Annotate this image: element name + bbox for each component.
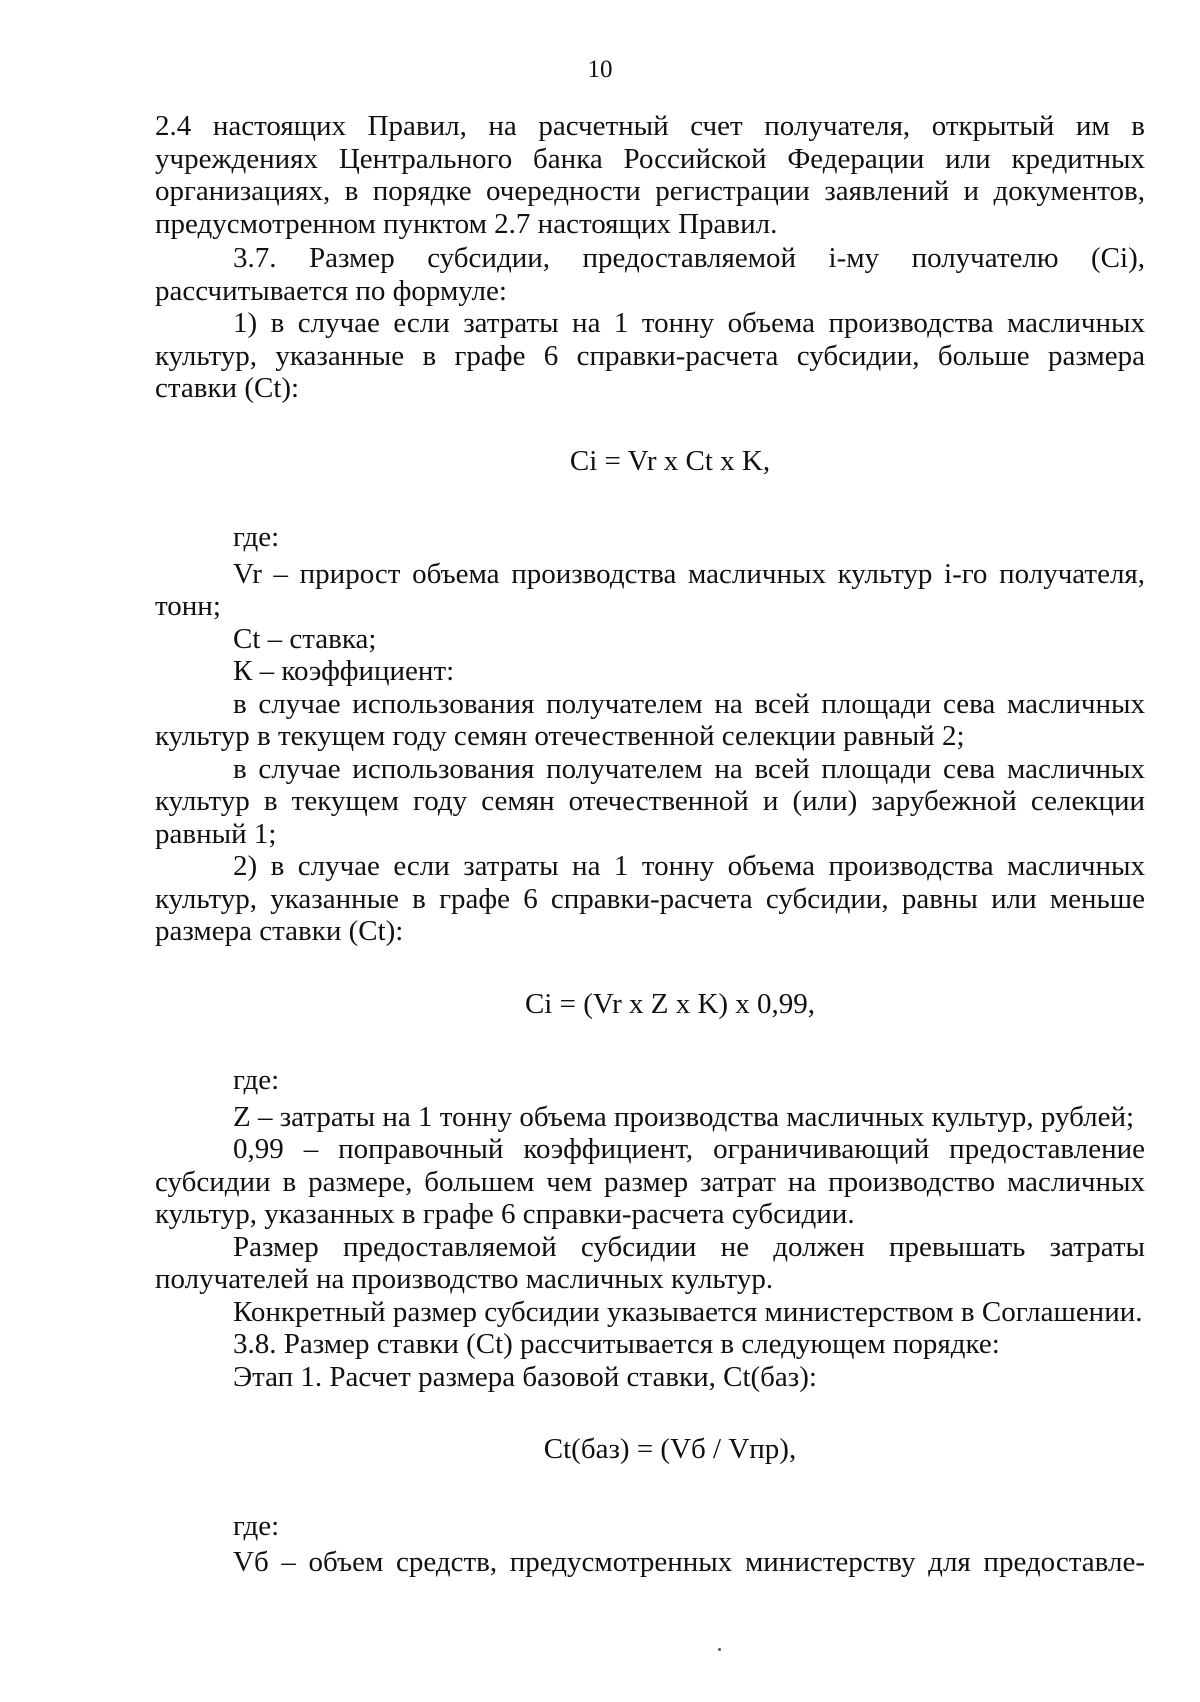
scan-speck bbox=[718, 1648, 721, 1651]
paragraph-continuation: 2.4 настоящих Правил, на расчетный счет получателя, открытый им в учреждениях Центрального банка Российской Федерации или кредитных организациях, в порядке очередности регистрации заявлений и документов, предусмотренном пунктом 2.7 настоящих Правил. bbox=[155, 110, 1145, 240]
formula-ci-case-1: Ci = Vr x Ct x K, bbox=[569, 444, 771, 477]
definition-vr: Vr – прирост объема производства масличных культур i-го получателя, тонн; bbox=[155, 557, 1145, 622]
definition-ct: Ct – ставка; bbox=[233, 622, 377, 655]
paragraph-3-7: 3.7. Размер субсидии, предоставляемой i-му получателю (Ci), рассчитывается по формуле: bbox=[155, 242, 1145, 307]
where-label-1: где: bbox=[233, 521, 280, 553]
definition-correction-coefficient: 0,99 – поправочный коэффициент, ограничивающий предоставление субсидии в размере, большем чем размер затрат на производство масличных культур, указанных в графе 6 справки-расчета субсидии. bbox=[155, 1133, 1145, 1230]
paragraph-subsidy-limit: Размер предоставляемой субсидии не должен превышать затраты получателей на производство масличных культур. bbox=[155, 1230, 1145, 1295]
coefficient-case-1: в случае использования получателем на всей площади сева масличных культур в текущем году семян отечественной и (или) зарубежной селекции равный 1; bbox=[155, 752, 1145, 850]
paragraph-case-2: 2) в случае если затраты на 1 тонну объема производства масличных культур, указанные в графе 6 справки-расчета субсидии, равны или меньше размера ставки (Ct): bbox=[155, 850, 1145, 947]
where-label-3: где: bbox=[233, 1509, 280, 1542]
definition-z: Z – затраты на 1 тонну объема производства масличных культур, рублей; bbox=[233, 1100, 1135, 1133]
where-label-2: где: bbox=[233, 1064, 280, 1096]
paragraph-3-8: 3.8. Размер ставки (Ct) рассчитывается в следующем порядке: bbox=[233, 1328, 1000, 1360]
definition-k: К – коэффициент: bbox=[233, 655, 455, 687]
coefficient-case-2: в случае использования получателем на всей площади сева масличных культур в текущем году семян отечественной селекции равный 2; bbox=[155, 687, 1145, 752]
formula-ct-base: Ct(баз) = (Vб / Vпр), bbox=[543, 1433, 797, 1465]
definition-vb: Vб – объем средств, предусмотренных министерству для предоставле- bbox=[233, 1546, 1145, 1578]
paragraph-specific-size: Конкретный размер субсидии указывается министерством в Соглашении. bbox=[233, 1295, 1143, 1328]
paragraph-case-1: 1) в случае если затраты на 1 тонну объема производства масличных культур, указанные в графе 6 справки-расчета субсидии, больше размера ставки (Ct): bbox=[155, 307, 1145, 404]
document-body bbox=[155, 110, 1145, 1579]
page-number: 10 bbox=[587, 56, 613, 83]
formula-ci-case-2: Ci = (Vr x Z x K) x 0,99, bbox=[524, 987, 816, 1020]
paragraph-stage-1: Этап 1. Расчет размера базовой ставки, Ct(баз): bbox=[233, 1360, 817, 1393]
